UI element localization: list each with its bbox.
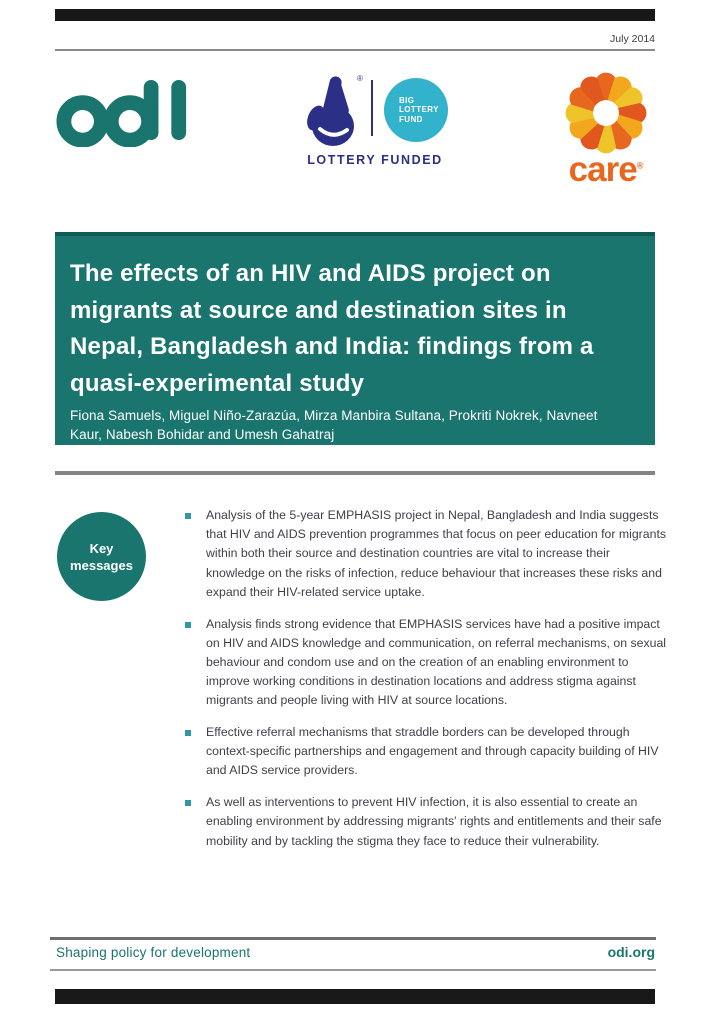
care-wordmark bbox=[558, 150, 654, 190]
list-item bbox=[185, 723, 672, 781]
bullet-text: As well as interventions to prevent HIV infection, it is also essential to create an enabling environment by addressing migrants' rights and entitlements and their safe mobility and by tackling the stigma they face to reduce their vulnerability. bbox=[206, 795, 662, 848]
bullet-square-icon bbox=[185, 622, 191, 628]
report-title-line: Nepal, Bangladesh and India: findings from a bbox=[70, 333, 594, 360]
care-registered-mark: ® bbox=[636, 160, 644, 171]
banner-divider-rule bbox=[55, 471, 655, 475]
lottery-logo-divider bbox=[371, 80, 373, 136]
authors-line: Fiona Samuels, Miguel Niño-Zarazúa, Mirza Manbira Sultana, Prokriti Nokrek, Navneet bbox=[70, 408, 598, 423]
footer-rule-top bbox=[50, 937, 656, 940]
header-rule bbox=[55, 49, 655, 51]
care-hands-icon bbox=[563, 70, 649, 156]
key-messages-list bbox=[185, 506, 672, 863]
blf-line: LOTTERY bbox=[399, 105, 439, 115]
top-black-bar bbox=[55, 9, 655, 21]
odi-logo-icon bbox=[55, 78, 193, 147]
bullet-text: Analysis of the 5-year EMPHASIS project in Nepal, Bangladesh and India suggests that HIV and AIDS prevention programmes that focus on peer education for migrants within both their source and destination countries are vital to increase their knowledge on the risks of infection, reduce behaviour that increases these risks and expand their HIV-related service uptake. bbox=[206, 508, 667, 599]
blf-line: FUND bbox=[399, 114, 423, 124]
key-messages-badge-line: messages bbox=[70, 557, 133, 573]
care-name: care bbox=[568, 150, 637, 189]
lottery-registered-mark: ® bbox=[357, 74, 363, 83]
list-item bbox=[185, 615, 672, 711]
bullet-square-icon bbox=[185, 800, 191, 806]
blf-line: BIG bbox=[399, 95, 415, 105]
lottery-crossed-fingers-icon bbox=[306, 74, 362, 148]
title-banner bbox=[55, 232, 655, 445]
bottom-black-bar bbox=[55, 989, 655, 1004]
bullet-text: Analysis finds strong evidence that EMPHASIS services have had a positive impact on HIV and AIDS knowledge and communication, on referral mechanisms, on sexual behaviour and condom use and on the creation of an enabling environment to improve working conditions in destination locations and address stigma against migrants and people living with HIV at source locations. bbox=[206, 616, 667, 708]
list-item bbox=[185, 793, 672, 851]
issue-date: July 2014 bbox=[610, 33, 655, 45]
report-title-line: migrants at source and destination sites in bbox=[70, 296, 567, 324]
authors-line: Kaur, Nabesh Bohidar and Umesh Gahatraj bbox=[70, 427, 335, 442]
bullet-text: Effective referral mechanisms that straddle borders can be developed through context-specific partnerships and engagement and through capacity building of HIV and AIDS service providers. bbox=[206, 725, 659, 778]
bullet-square-icon bbox=[185, 513, 191, 519]
key-messages-badge-line: Key bbox=[89, 540, 114, 556]
footer-rule-bottom bbox=[50, 969, 656, 971]
footer-website: odi.org bbox=[607, 944, 655, 960]
footer-tagline: Shaping policy for development bbox=[56, 945, 251, 960]
authors bbox=[70, 406, 640, 444]
list-item bbox=[185, 506, 672, 602]
bullet-square-icon bbox=[185, 730, 191, 736]
lottery-funded-label: LOTTERY FUNDED bbox=[307, 153, 443, 167]
big-lottery-fund-icon bbox=[384, 78, 448, 142]
report-title-line: The effects of an HIV and AIDS project on bbox=[70, 260, 551, 287]
report-title-line: quasi-experimental study bbox=[70, 369, 365, 397]
key-messages-badge bbox=[57, 512, 146, 601]
